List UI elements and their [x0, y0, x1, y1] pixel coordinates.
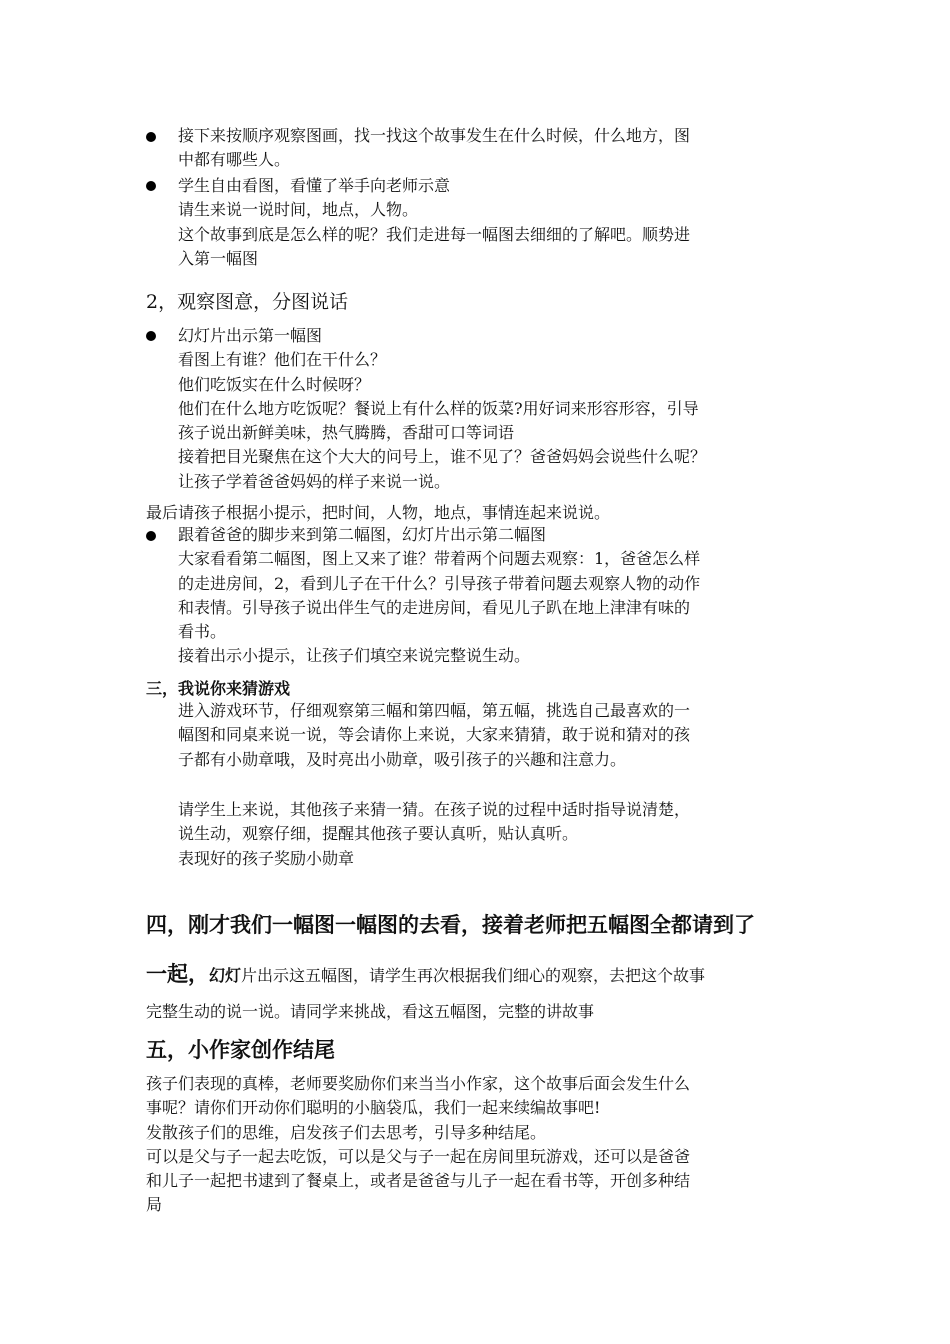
text-line: 和表情。引导孩子说出伴生气的走进房间，看见儿子趴在地上津津有味的 [178, 597, 691, 617]
text-line: 和儿子一起把书逮到了餐桌上，或者是爸爸与儿子一起在看书等，开创多种结 [146, 1171, 691, 1191]
section-heading-2: 2，观察图意，分图说话 [146, 291, 349, 313]
section4-lead: 一起， [146, 961, 209, 986]
text-line: 中都有哪些人。 [178, 150, 291, 170]
text-line: 发散孩子们的思维，启发孩子们去思考，引导多种结尾。 [146, 1122, 547, 1142]
section4-line-2: 完整生动的说一说。请同学来挑战，看这五幅图，完整的讲故事 [146, 1002, 595, 1021]
text-line: 事呢？请你们开动你们聪明的小脑袋瓜，我们一起来续编故事吧! [146, 1098, 601, 1118]
bullet-icon [146, 331, 156, 341]
intro-bullet-1 [178, 124, 808, 173]
text-line: 让孩子学着爸爸妈妈的样子来说一说。 [178, 471, 451, 491]
intro-bullet-2 [178, 174, 808, 271]
text-line: 进入游戏环节，仔细观察第三幅和第四幅，第五幅，挑选自己最喜欢的一 [178, 701, 691, 720]
text-line: 接着把目光聚焦在这个大大的问号上，谁不见了？爸爸妈妈会说些什么呢？ [178, 447, 707, 467]
text-line: 他们在什么地方吃饭呢？餐说上有什么样的饭菜?用好词来形容形容，引导 [178, 398, 699, 418]
text-line: 这个故事到底是怎么样的呢？我们走进每一幅图去细细的了解吧。顺势进 [178, 224, 691, 244]
text-line: 表现好的孩子奖励小勋章 [178, 848, 355, 868]
section-heading-4: 四，刚才我们一幅图一幅图的去看，接着老师把五幅图全都请到了 [146, 912, 755, 937]
text-line: 接下来按顺序观察图画，找一找这个故事发生在什么时候，什么地方，图 [178, 126, 691, 145]
text-line: 孩子们表现的真棒，老师要奖励你们来当当小作家，这个故事后面会发生什么 [146, 1074, 691, 1093]
text-line: 幻灯片出示第一幅图 [178, 326, 323, 345]
section4-rest: 片出示这五幅图，请学生再次根据我们细心的观察，去把这个故事 [241, 966, 706, 985]
text-line: 跟着爸爸的脚步来到第二幅图，幻灯片出示第二幅图 [178, 525, 547, 544]
section-heading-5: 五，小作家创作结尾 [146, 1037, 335, 1062]
section3-paragraph-1 [178, 699, 808, 772]
section2-bullet-1 [178, 324, 808, 494]
section4-bold: 幻灯 [209, 966, 242, 985]
bullet-icon [146, 531, 156, 541]
text-line: 入第一幅图 [178, 248, 259, 268]
summary-line: 最后请孩子根据小提示，把时间，人物，地点，事情连起来说说。 [146, 503, 611, 522]
section5-paragraph [146, 1072, 816, 1218]
section-heading-3: 三，我说你来猜游戏 [146, 679, 291, 698]
text-line: 可以是父与子一起去吃饭，可以是父与子一起在房间里玩游戏，还可以是爸爸 [146, 1146, 691, 1166]
text-line: 请生来说一说时间，地点，人物。 [178, 200, 419, 220]
text-line: 接着出示小提示，让孩子们填空来说完整说生动。 [178, 646, 531, 666]
text-line: 的走进房间，2，看到儿子在干什么？引导孩子带着问题去观察人物的动作 [178, 573, 701, 593]
text-line: 看图上有谁？他们在干什么？ [178, 350, 387, 370]
text-line: 学生自由看图，看懂了举手向老师示意 [178, 176, 451, 195]
text-line: 说生动，观察仔细，提醒其他孩子要认真听，贴认真听。 [178, 824, 579, 844]
text-line: 孩子说出新鲜美味，热气腾腾，香甜可口等词语 [178, 423, 515, 443]
text-line: 幅图和同桌来说一说，等会请你上来说，大家来猜猜，敢于说和猜对的孩 [178, 725, 691, 745]
bullet-icon [146, 181, 156, 191]
text-line: 他们吃饭实在什么时候呀？ [178, 374, 371, 394]
section4-line-1 [146, 958, 705, 988]
text-line: 子都有小勋章哦，及时亮出小勋章，吸引孩子的兴趣和注意力。 [178, 749, 627, 769]
section2-bullet-2 [178, 523, 808, 669]
text-line: 局 [146, 1195, 163, 1215]
text-line: 看书。 [178, 622, 227, 642]
section3-paragraph-2 [178, 798, 808, 871]
bullet-icon [146, 132, 156, 142]
text-line: 大家看看第二幅图，图上又来了谁？带着两个问题去观察：1，爸爸怎么样 [178, 549, 701, 569]
text-line: 请学生上来说，其他孩子来猜一猜。在孩子说的过程中适时指导说清楚， [178, 800, 691, 819]
